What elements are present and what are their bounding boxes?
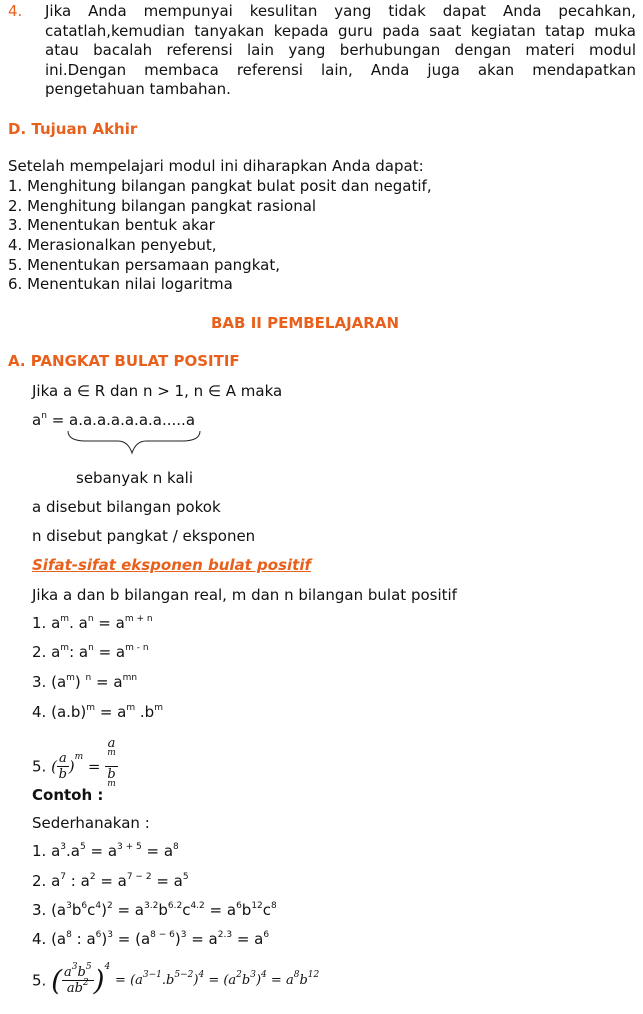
objective-5: 5. Menentukan persamaan pangkat, — [8, 256, 280, 274]
property-2: 2. $a^m$: $a^n = a^{m - n}$ — [32, 643, 149, 661]
objective-6: 6. Menentukan nilai logaritma — [8, 275, 233, 293]
example-2: 2. $a^7$ : $a^2 = a^{7 - 2} = a^5$ — [32, 872, 189, 890]
properties-title: Sifat-sifat eksponen bulat positif — [32, 556, 311, 574]
section-d-heading: D. Tujuan Akhir — [8, 120, 138, 138]
objective-4: 4. Merasionalkan penyebut, — [8, 236, 217, 254]
base-definition: a disebut bilangan pokok — [32, 498, 221, 516]
objective-1: 1. Menghitung bilangan pangkat bulat posit dan negatif, — [8, 177, 432, 195]
property-1: 1. $a^m$. $a^n = a^{m + n}$ — [32, 614, 153, 632]
property-4: 4. $(a.b)^m = a^m$ $.b^m$ — [32, 703, 163, 721]
list-item-text: Jika Anda mempunyai kesulitan yang tidak dapat Anda pecahkan, catatlah,kemudian tanyakan kepada guru pada saat kegiatan tatap muka atau bacalah referensi lain yang berhubungan dengan materi modul ini.Dengan membaca referensi lain, Anda juga akan mendapatkan pengetahuan tambahan. — [45, 2, 636, 98]
brace-label: sebanyak n kali — [76, 469, 194, 487]
definition-line: Jika a ∈ R dan n > 1, n ∈ A maka — [32, 382, 283, 400]
chapter-title: BAB II PEMBELAJARAN — [211, 314, 399, 332]
objective-3: 3. Menentukan bentuk akar — [8, 216, 215, 234]
example-5: 5. ( $\frac{a^3b^5}{ab^2}$ )$^4 = (a^{3-1}.b^{5-2})^4 = (a^2b^3)^4 = a^8b^{12}$ — [32, 962, 320, 997]
section-d-intro: Setelah mempelajari modul ini diharapkan Anda dapat: — [8, 157, 424, 175]
section-a-heading: A. PANGKAT BULAT POSITIF — [8, 352, 240, 370]
properties-intro: Jika a dan b bilangan real, m dan n bilangan bulat positif — [32, 586, 457, 604]
property-3: 3. $(a^m) ^n = a^{mn}$ — [32, 673, 138, 691]
example-3: 3. $(a^3b^6c^4)^2 = a^{3.2}b^{6.2}c^{4.2} = a^6b^{12}c^8$ — [32, 901, 277, 919]
example-title: Contoh : — [32, 786, 104, 804]
example-4: 4. ($a^8$ : $a^6)^3 = (a^{8 - 6})^3 = a^{2.3} = a^6$ — [32, 930, 270, 948]
exponent-definition: n disebut pangkat / eksponen — [32, 527, 256, 545]
curly-brace — [66, 429, 206, 459]
power-definition: $a^n = a.a.a.a.a.a.a.....a$ — [32, 411, 196, 429]
example-1: 1. $a^3.a^5 = a^{3 + 5} = a^8$ — [32, 842, 179, 860]
property-5: 5. ( $\frac{a}{b}$ )$^m$ = a $^m$ b $^m$ — [32, 736, 116, 789]
simplify-label: Sederhanakan : — [32, 814, 150, 832]
list-item-number: 4. — [8, 2, 23, 20]
objective-2: 2. Menghitung bilangan pangkat rasional — [8, 197, 317, 215]
list-item-4 — [8, 2, 636, 100]
